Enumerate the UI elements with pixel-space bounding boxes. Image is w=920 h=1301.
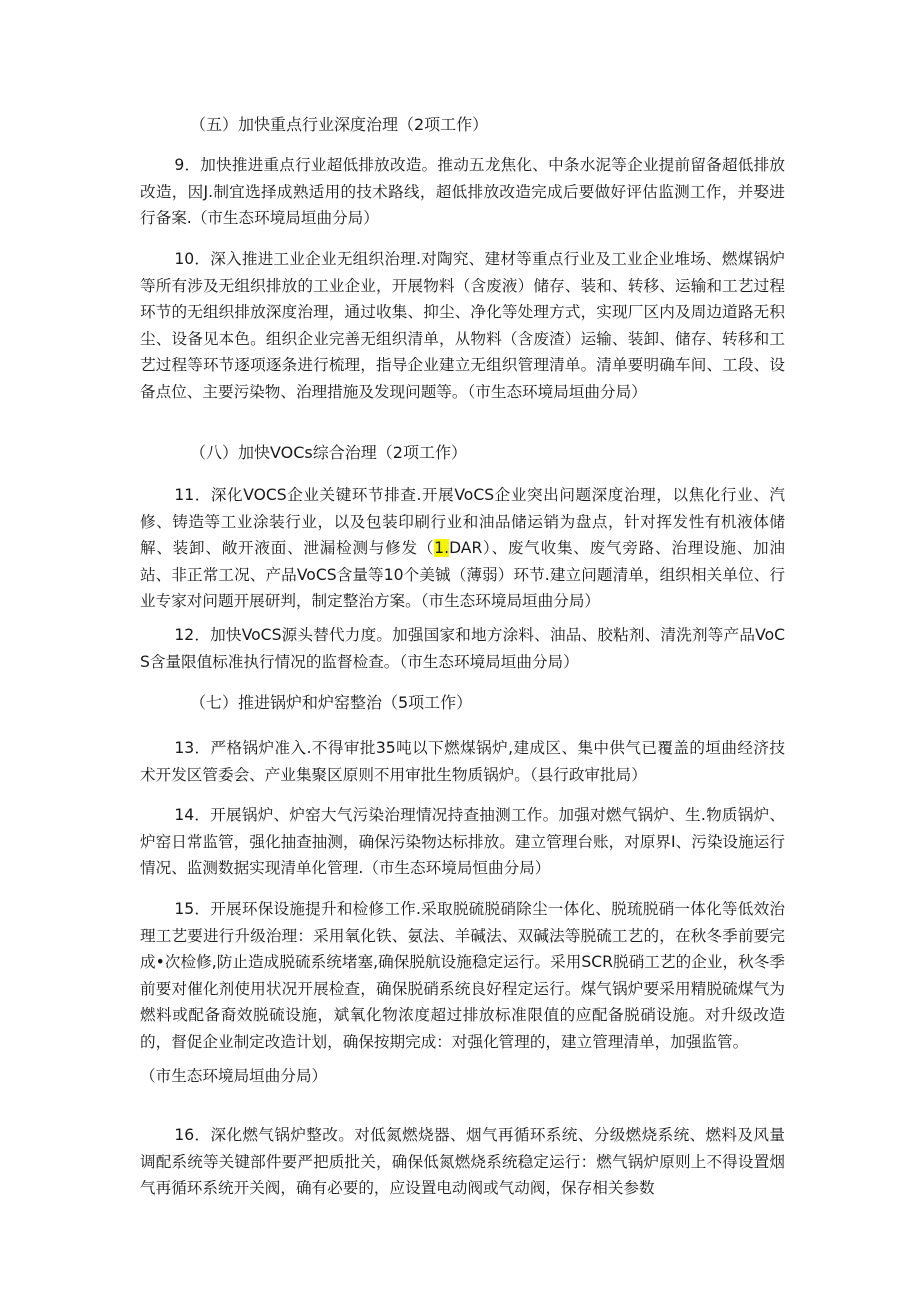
- item-14: 14．开展锅炉、炉窑大气污染治理情况持查抽测工作。加强对燃气锅炉、生.物质锅炉、炉窑日常监管，强化抽查抽测，确保污染物达标排放。建立管理台账，对原界I、污染设施运行情况、监测数据实现清单化管理.（市生态环境局恒曲分局）: [140, 806, 785, 877]
- highlight-mark: 1.: [434, 539, 450, 557]
- item-11: [140, 482, 785, 615]
- section-heading-7: （七）推进锅炉和炉窑整治（5项工作）: [190, 693, 473, 712]
- item-10: 10．深入推进工业企业无组织治理.对陶究、建材等重点行业及工业企业堆场、燃煤锅炉等所有涉及无组织排放的工业企业，开展物料（含废液）储存、装和、转移、运输和工艺过程环节的无组织排放深度治理，通过收集、抑尘、净化等处理方式，实现厂区内及周边道路无积尘、设备见本色。组织企业完善无组织清单，从物料（含废渣）运输、装卸、储存、转移和工艺过程等环节逐项逐条进行梳理，指导企业建立无组织管理清单。清单要明确车间、工段、设备点位、主要污染物、治理措施及发现问题等。（市生态环境局垣曲分局）: [140, 250, 785, 401]
- item-13: 13．严格锅炉准入.不得审批35吨以下燃煤锅炉,建成区、集中供气已覆盖的垣曲经济技术开发区管委会、产业集聚区原则不用审批生物质锅炉。（县行政审批局）: [140, 739, 785, 784]
- item-15: 15．开展环保设施提升和检修工作.采取脱硫脱硝除尘一体化、脱琉脱硝一体化等低效治理工艺要进行升级治理：采用氧化铁、氨法、羊碱法、双碱法等脱硫工艺的，在秋冬季前要完成•次检修,防止造成脱硫系统堵塞,确保脱航设施稳定运行。采用SCR脱硝工艺的企业，秋冬季前要对催化剂使用状况开展检查，确保脱硝系统良好程定运行。煤气锅炉要采用精脱硫煤气为燃料或配备裔效脱硫设施，斌氧化物浓度超过排放标准限值的应配备脱硝设施。对升级改造的，督促企业制定改造计划，确保按期完成：对强化管理的，建立管理清单，加强监管。: [140, 900, 785, 1051]
- item-12: 12．加快VoCS源头替代力度。加强国家和地方涂料、油品、胶粘剂、清洗剂等产品VoCS含量限值标准执行情况的监督检查。（市生态环境局垣曲分局）: [140, 626, 785, 671]
- item-15-tail: （市生态环境局垣曲分局）: [140, 1067, 328, 1085]
- item-16: 16．深化燃气锅炉整改。对低氮燃烧器、烟气再循环系统、分级燃烧系统、燃料及风量调配系统等关键部件要严把质批关，确保低氮燃烧系统稳定运行：燃气锅炉原则上不得设置烟气再循环系统开关阀，确有必要的，应设置电动阀或气动阀，保存相关参数: [140, 1126, 785, 1197]
- item-11-after: DAR）、废气收集、废气旁路、治理设施、加油站、非正常工况、产品VoCS含量等10个美铖（薄弱）环节.建立问题清单，组织相关单位、行业专家对问题开展研判，制定整治方案。（市生态环境局垣曲分局）: [140, 539, 785, 610]
- section-heading-8: （八）加快VOCs综合治理（2项工作）: [190, 443, 467, 462]
- item-11-before: 11．深化VOCS企业关键环节排查.开展VoCS企业突出问题深度治理，以焦化行业、汽修、铸造等工业涂装行业，以及包装印刷行业和油品储运销为盘点，针对挥发性有机液体储解、装卸、敞开液面、泄漏检测与修发（: [140, 486, 785, 557]
- section-heading-5: （五）加快重点行业深度治理（2项工作）: [190, 115, 489, 134]
- item-9: 9．加快推进重点行业超低排放改造。推动五龙焦化、中条水泥等企业提前留备超低排放改造，因J.制宜选择成熟适用的技术路线，超低排放改造完成后要做好评估监测工作，并娶进行备案.（市生态环境局垣曲分局）: [140, 156, 785, 227]
